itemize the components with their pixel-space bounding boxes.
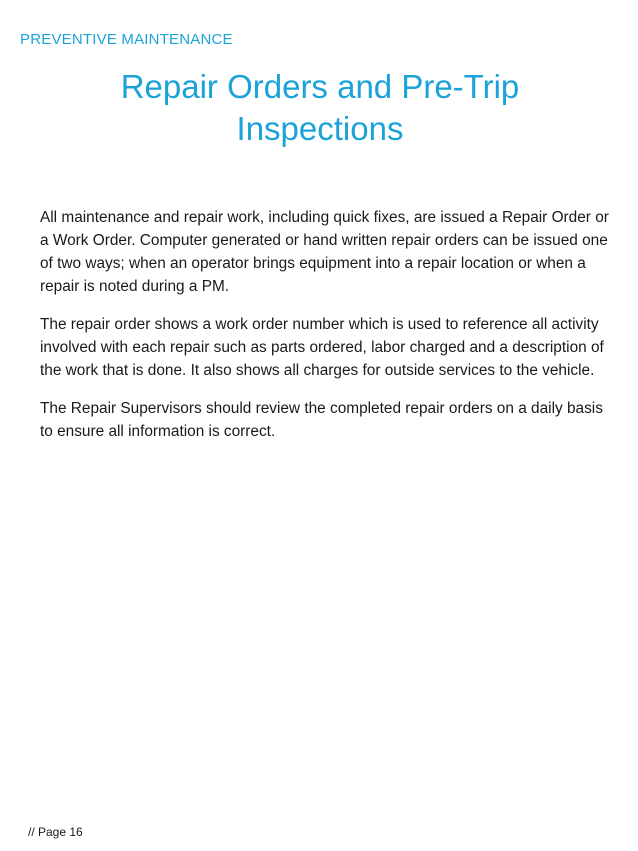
section-label: PREVENTIVE MAINTENANCE [20,31,233,48]
page-number: // Page 16 [28,825,83,839]
paragraph-supervisor-review: The Repair Supervisors should review the completed repair orders on a daily basis to ensure all information is correct. [40,400,603,440]
paragraph-work-order-number: The repair order shows a work order number which is used to reference all activity involved with each repair such as parts ordered, labor charged and a description of the work that is done. It also shows all charges for outside services to the vehicle. [40,316,604,379]
body-text [40,206,610,458]
page-title: Repair Orders and Pre-Trip Inspections [120,68,520,147]
paragraph-repair-orders-intro: All maintenance and repair work, including quick fixes, are issued a Repair Order or a Work Order. Computer generated or hand written repair orders can be issued one of two ways; when an operator brings equipment into a repair location or when a repair is noted during a PM. [40,209,609,295]
